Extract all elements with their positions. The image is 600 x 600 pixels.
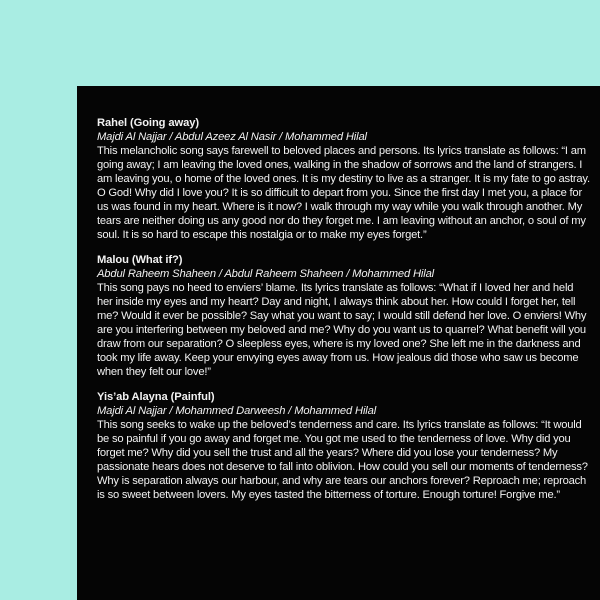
song-entry-malou [97,253,590,379]
song-entry-rahel [97,116,590,242]
song-entry-yisab-alayna [97,390,590,502]
song-title: Rahel (Going away) [97,117,200,129]
song-credits: Majdi Al Najjar / Mohammed Darweesh / Mohammed Hilal [97,405,377,417]
song-title: Yis’ab Alayna (Painful) [97,391,215,403]
song-title: Malou (What if?) [97,254,183,266]
song-credits: Abdul Raheem Shaheen / Abdul Raheem Shaheen / Mohammed Hilal [97,268,434,280]
song-description: This melancholic song says farewell to beloved places and persons. Its lyrics translate as follows: “I am going away; I am leaving the loved ones, walking in the shadow of sorrows and the land of strangers. I am leaving you, o home of the loved ones. It is my destiny to live as a stranger. It is my fate to go astray. O God! Why did I love you? It is so difficult to depart from you. Since the first day I met you, a place for us was found in my heart. Where is it now? I walk through my way while you walk through another. My tears are neither doing us any good nor do they forget me. I am leaving without an anchor, o soul of my soul. It is so hard to escape this nostalgia or to make my eyes forget.” [97,145,590,241]
song-description: This song pays no heed to enviers’ blame. Its lyrics translate as follows: “What if I loved her and held her inside my eyes and my heart? Day and night, I always think about her. How could I forget her, tell me? Would it ever be possible? Say what you want to say; I would still defend her love. O enviers! Why are you interfering between my beloved and me? Why do you want us to quarrel? What benefit will you draw from our separation? O sleepless eyes, where is my loved one? She left me in the darkness and took my life away. Keep your envying eyes away from us. How jealous did those who saw us become when they felt our love!” [97,282,587,378]
song-description: This song seeks to wake up the beloved’s tenderness and care. Its lyrics translate as follows: “It would be so painful if you go away and forget me. You got me used to the tenderness of love. Why did you forget me? Why did you sell the trust and all the years? Where did you lose your tenderness? My passionate hears does not deserve to fall into oblivion. How could you sell our moments of tenderness? Why is separation always our harbour, and why are tears our anchors forever? Reproach me; reproach is so sweet between lovers. My eyes tasted the bitterness of torture. Enough torture! Forgive me.” [97,419,588,501]
liner-notes-panel [77,86,600,600]
song-credits: Majdi Al Najjar / Abdul Azeez Al Nasir / Mohammed Hilal [97,131,367,143]
